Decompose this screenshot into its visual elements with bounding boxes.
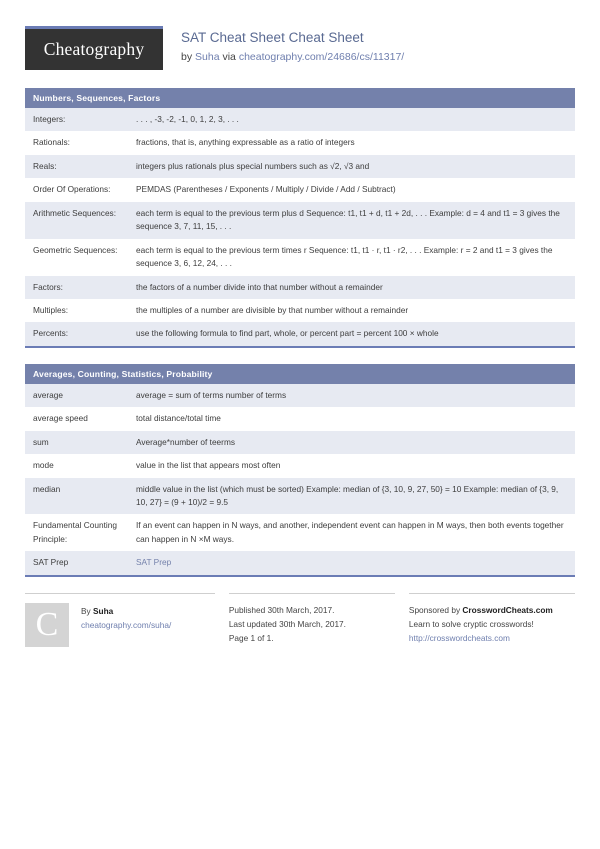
page-number: Page 1 of 1. [228,633,274,644]
row-key: Fundamental Counting Principle: [33,520,117,544]
sheet-meta [181,26,404,65]
sponsored-by-label: Sponsored by [408,604,461,615]
avatar: C [25,603,69,647]
table-row [25,131,575,154]
section-header: Averages, Counting, Statistics, Probability [25,364,575,384]
row-value: middle value in the list (which must be sorted) Example: median of {3, 10, 9, 27, 50} = 10 Example: median of {3, 9, 10, 27} = (9 + 10)/2 = 9.5 [136,483,559,507]
table-row [25,551,575,574]
row-value: the factors of a number divide into that number without a remainder [136,281,383,292]
row-value: PEMDAS (Parentheses / Exponents / Multiply / Divide / Add / Subtract) [136,184,396,195]
row-key: sum [33,436,49,447]
row-value: total distance/total time [136,413,221,424]
section-header: Numbers, Sequences, Factors [25,88,575,108]
row-key: Integers: [33,114,66,124]
row-key: average speed [33,413,88,424]
row-key: Multiples: [33,304,69,315]
row-value: use the following formula to find part, whole, or percent part = percent 100 × whole [136,328,439,339]
row-value: integers plus rationals plus special numbers such as √2, √3 and [136,160,370,171]
row-key: Arithmetic Sequences: [33,207,117,218]
row-value: If an event can happen in N ways, and another, independent event can happen in M ways, then both events together can happen in N ×M ways. [136,520,564,544]
row-key: mode [33,460,54,471]
sponsor-url-link[interactable]: http://crosswordcheats.com [408,633,510,644]
footer-sponsor-column [409,593,575,647]
sheet-byline [181,50,404,65]
row-key: SAT Prep [33,557,69,568]
table-row [25,514,575,551]
last-updated-date: Last updated 30th March, 2017. [228,619,346,630]
table-row [25,384,575,407]
table-row [25,239,575,276]
table-row [25,454,575,477]
via-label: via [222,51,236,64]
row-key: median [33,483,61,494]
table-row [25,478,575,515]
by-label: by [181,51,193,64]
row-value: . . . , -3, -2, -1, 0, 1, 2, 3, . . . [136,114,239,124]
table-row [25,108,575,131]
section [25,364,575,577]
footer-author-name: Suha [93,605,114,616]
row-value: value in the list that appears most often [136,460,281,471]
page-footer [25,593,575,647]
sponsor-url-line [409,631,575,645]
table-row [25,276,575,299]
page-title: SAT Cheat Sheet Cheat Sheet [181,30,364,45]
author-profile-link[interactable]: cheatography.com/suha/ [81,620,172,631]
table-row [25,407,575,430]
table-row [25,431,575,454]
table-row [25,299,575,322]
page-header [25,26,575,70]
published-date: Published 30th March, 2017. [228,604,335,615]
cheatography-logo-text: Cheatography [43,38,145,59]
cheatography-logo[interactable] [25,26,163,70]
footer-by-line [81,604,171,618]
footer-publish-column [229,593,395,647]
row-key: Geometric Sequences: [33,244,118,255]
footer-author-text [81,603,171,647]
row-value-link[interactable]: SAT Prep [136,557,172,568]
footer-author-column [25,593,215,647]
table-row [25,202,575,239]
row-value: each term is equal to the previous term plus d Sequence: t1, t1 + d, t1 + 2d, . . . Example: d = 4 and t1 = 3 gives the sequence 3, 7, 11, 15, . . . [136,207,560,232]
row-value: each term is equal to the previous term times r Sequence: t1, t1 · r, t1 · r2, . . . Example: r = 2 and t1 = 3 gives the sequence 3, 6, 12, 24, . . . [136,244,553,269]
footer-profile-line [81,618,171,632]
sponsor-line [409,603,575,617]
section [25,88,575,348]
row-key: average [33,389,63,400]
table-row [25,322,575,345]
row-key: Reals: [33,160,57,171]
row-key: Order Of Operations: [33,184,111,195]
source-url-link[interactable]: cheatography.com/24686/cs/11317/ [238,51,405,64]
row-key: Rationals: [33,137,70,148]
row-key: Percents: [33,328,69,339]
row-value: average = sum of terms number of terms [136,389,287,400]
sponsor-tagline: Learn to solve cryptic crosswords! [408,619,534,630]
row-key: Factors: [33,281,63,292]
row-value: Average*number of teerms [136,436,235,447]
table-row [25,155,575,178]
table-row [25,178,575,201]
row-value: the multiples of a number are divisible by that number without a remainder [136,304,409,315]
author-link[interactable]: Suha [195,51,220,64]
sponsor-name: CrosswordCheats.com [462,604,553,615]
row-value: fractions, that is, anything expressable as a ratio of integers [136,137,355,148]
sections-container [25,88,575,577]
footer-by-label: By [81,605,91,616]
